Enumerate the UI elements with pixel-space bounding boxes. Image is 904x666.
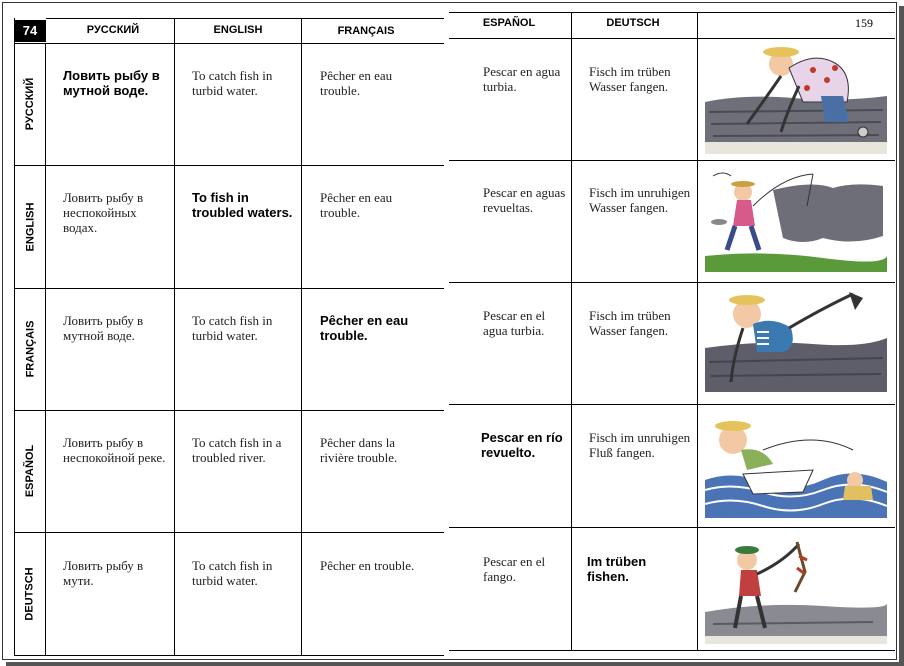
grid-line: [14, 43, 444, 44]
phrase-cell: Ловить рыбу в неспокойных водах.: [63, 190, 144, 235]
page-number-right: 159: [855, 16, 873, 30]
row-label-french: FRANÇAIS: [24, 320, 36, 378]
phrase-cell: To fish in troubled waters.: [192, 190, 293, 220]
grid-line: [14, 410, 444, 411]
column-header-spanish: ESPAÑOL: [482, 17, 536, 29]
phrase-cell: Im trüben fishen.: [587, 554, 647, 584]
phrase-cell: Pescar en el agua turbia.: [483, 308, 546, 338]
grid-line: [301, 18, 302, 656]
phrase-cell: Fisch im trüben Wasser fangen.: [589, 308, 671, 338]
grid-line: [14, 288, 444, 289]
grid-line: [449, 404, 895, 405]
phrase-cell: Ловить рыбу в мутной воде.: [63, 68, 160, 98]
phrase-cell: Pêcher en eau trouble.: [320, 313, 409, 343]
column-header-english: ENGLISH: [213, 24, 263, 36]
grid-line: [571, 12, 572, 650]
row-label-english: ENGLISH: [24, 202, 36, 251]
phrase-cell: To catch fish in turbid water.: [192, 313, 273, 343]
phrase-cell: To catch fish in turbid water.: [192, 558, 273, 588]
grid-line: [449, 38, 895, 39]
man-catching-fish-in-mud-illustration: [703, 532, 889, 646]
phrase-cell: Ловить рыбу в мути.: [63, 558, 144, 588]
grid-line: [449, 12, 895, 13]
phrase-cell: Pescar en aguas revueltas.: [483, 185, 566, 215]
grid-line: [45, 43, 46, 655]
phrase-cell: Pêcher en eau trouble.: [320, 68, 393, 98]
phrase-cell: Ловить рыбу в неспокойной реке.: [63, 435, 166, 465]
phrase-cell: Pescar en agua turbia.: [483, 64, 561, 94]
grid-line: [14, 165, 444, 166]
grid-line: [449, 160, 895, 161]
grid-line: [14, 532, 444, 533]
man-fishing-in-murky-water-illustration: [703, 42, 889, 158]
phrase-cell: Pêcher en trouble.: [320, 558, 415, 573]
phrase-cell: Fisch im unruhigen Wasser fangen.: [589, 185, 691, 215]
right-page: [449, 0, 895, 660]
phrase-cell: Pescar en el fango.: [483, 554, 546, 584]
grid-line: [46, 18, 444, 19]
man-fishing-in-troubled-waters-illustration: [703, 166, 889, 278]
phrase-cell: Pescar en río revuelto.: [481, 430, 563, 460]
left-page: [14, 0, 444, 660]
grid-line: [14, 655, 444, 656]
row-label-russian: РУССКИЙ: [24, 77, 37, 131]
phrase-cell: Pêcher en eau trouble.: [320, 190, 393, 220]
phrase-cell: Fisch im unruhigen Fluß fangen.: [589, 430, 691, 460]
phrase-cell: Fisch im trüben Wasser fangen.: [589, 64, 671, 94]
phrase-cell: To catch fish in turbid water.: [192, 68, 273, 98]
grid-line: [174, 18, 175, 656]
phrase-cell: Ловить рыбу в мутной воде.: [63, 313, 144, 343]
column-header-german: DEUTSCH: [606, 17, 660, 29]
phrase-cell: Pêcher dans la rivière trouble.: [320, 435, 398, 465]
row-label-spanish: ESPAÑOL: [24, 444, 37, 498]
column-header-french: FRANÇAIS: [337, 25, 395, 37]
page-shadow: [6, 662, 904, 666]
page-shadow: [899, 6, 904, 666]
grid-line: [449, 527, 895, 528]
column-header-russian: РУССКИЙ: [86, 24, 140, 36]
grid-line: [449, 650, 895, 651]
man-fishing-in-troubled-river-illustration: [703, 410, 889, 522]
page-number-left: 74: [14, 20, 46, 42]
man-grabbing-fish-from-murky-water-illustration: [703, 288, 889, 400]
row-label-german: DEUTSCH: [24, 566, 37, 621]
grid-line: [449, 282, 895, 283]
phrase-cell: To catch fish in a troubled river.: [192, 435, 282, 465]
grid-line: [697, 12, 698, 650]
grid-line: [14, 18, 15, 656]
